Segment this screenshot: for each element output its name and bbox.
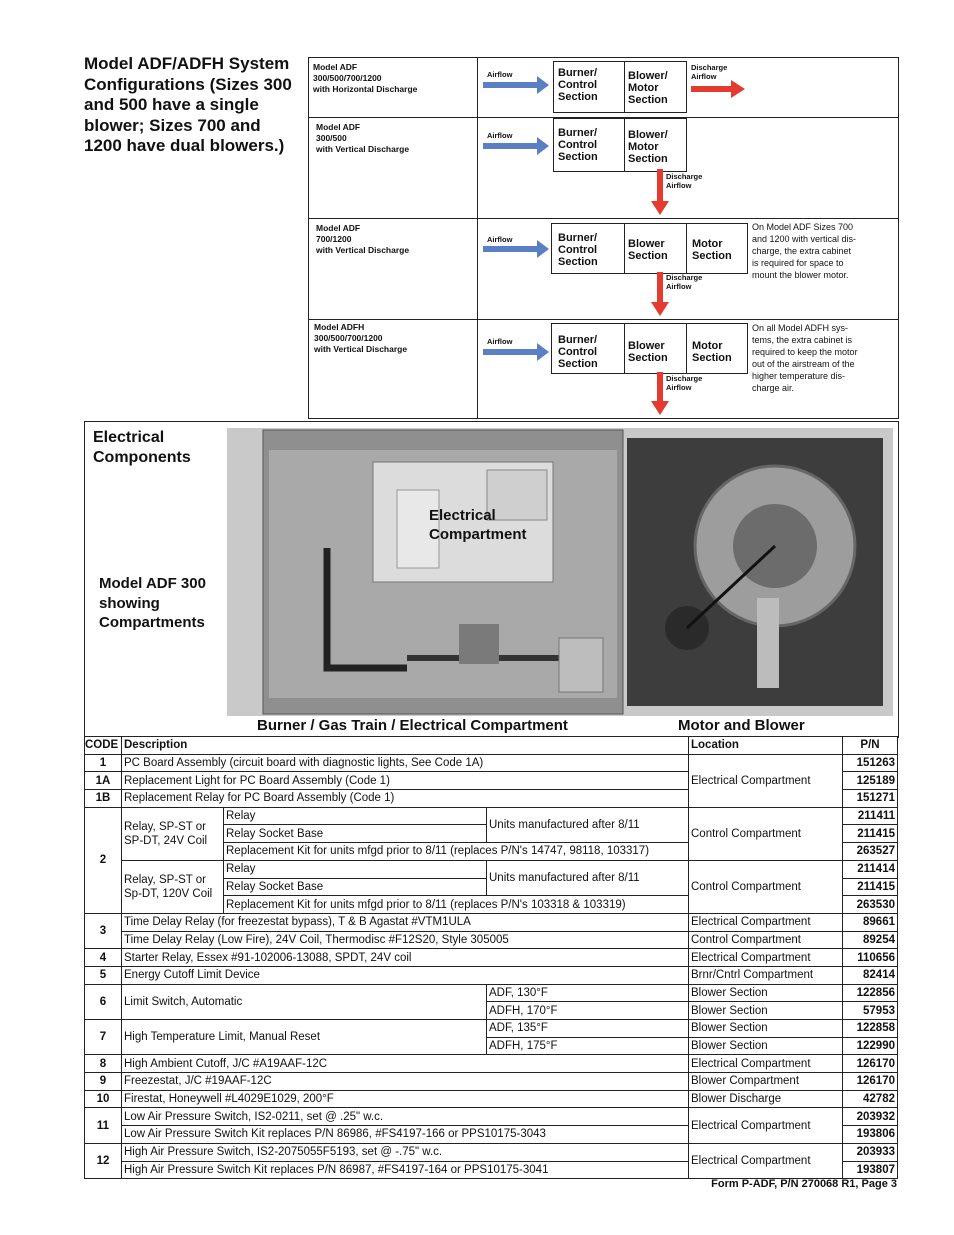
description-cell: High Air Pressure Switch, IS2-2075055F5193, set @ -.75" w.c. — [122, 1143, 689, 1161]
description-cell: High Air Pressure Switch Kit replaces P/N 86987, #FS4197-164 or PPS10175-3041 — [122, 1161, 689, 1179]
pn-cell: 57953 — [843, 1002, 898, 1020]
description-cell: Low Air Pressure Switch Kit replaces P/N 86986, #FS4197-166 or PPS10175-3043 — [122, 1126, 689, 1144]
config-row-vertical-300 — [309, 117, 898, 219]
unit-box — [551, 223, 748, 274]
config-label: Model ADF 300/500 with Vertical Discharge — [316, 122, 410, 154]
config-diagram — [308, 57, 899, 419]
pn-cell: 122858 — [843, 1020, 898, 1038]
discharge-arrow-icon — [691, 80, 747, 98]
caption-motor-blower: Motor and Blower — [678, 717, 805, 734]
relay-24v-label: Relay, SP-ST or SP-DT, 24V Coil — [122, 807, 224, 860]
description-cell: Freezestat, J/C #19AAF-12C — [122, 1073, 689, 1091]
description-cell: Firestat, Honeywell #L4029E1029, 200°F — [122, 1090, 689, 1108]
motor-section: Motor Section — [692, 340, 732, 364]
code-cell: 11 — [85, 1108, 122, 1143]
airflow-label: Airflow — [487, 235, 513, 244]
code-cell: 1B — [85, 790, 122, 808]
airflow-arrow-icon — [483, 240, 551, 258]
pn-cell: 82414 — [843, 966, 898, 984]
location-cell: Blower Section — [689, 984, 843, 1002]
page-footer: Form P-ADF, P/N 270068 R1, Page 3 — [711, 1178, 897, 1190]
description-cell: High Temperature Limit, Manual Reset — [122, 1020, 487, 1055]
header-code: CODE — [85, 737, 122, 755]
config-note: On all Model ADFH sys- tems, the extra cabinet is required to keep the motor out of the airstream of the higher temperature dis- charge air. — [752, 323, 858, 393]
caption-burner: Burner / Gas Train / Electrical Compartment — [257, 717, 568, 734]
pn-cell: 89254 — [843, 931, 898, 949]
variant-cell: ADF, 135°F — [487, 1020, 689, 1038]
location-cell: Electrical Compartment — [689, 1143, 843, 1178]
table-row — [85, 807, 898, 825]
airflow-label: Airflow — [487, 337, 513, 346]
table-row — [85, 1108, 898, 1126]
relay-cell: Relay — [224, 860, 487, 878]
code-cell: 4 — [85, 949, 122, 967]
pn-cell: 126170 — [843, 1073, 898, 1091]
code-cell: 9 — [85, 1073, 122, 1091]
config-row-vertical-700 — [309, 218, 898, 320]
description-cell: High Ambient Cutoff, J/C #A19AAF-12C — [122, 1055, 689, 1073]
table-row — [85, 1073, 898, 1091]
config-label: Model ADF 700/1200 with Vertical Discharge — [316, 223, 410, 255]
table-row — [85, 1055, 898, 1073]
variant-cell: ADFH, 170°F — [487, 1002, 689, 1020]
location-cell: Blower Discharge — [689, 1090, 843, 1108]
pn-cell: 122856 — [843, 984, 898, 1002]
description-cell: Low Air Pressure Switch, IS2-0211, set @ .25" w.c. — [122, 1108, 689, 1126]
pn-cell: 211415 — [843, 825, 898, 843]
table-row — [85, 966, 898, 984]
config-note: On Model ADF Sizes 700 and 1200 with vertical dis- charge, the extra cabinet is required for space to mount the blower motor. — [752, 222, 857, 280]
code-cell: 8 — [85, 1055, 122, 1073]
unit-box — [553, 118, 687, 172]
blower-section: Blower Section — [628, 238, 668, 262]
pn-cell: 151263 — [843, 754, 898, 772]
motor-section: Motor Section — [692, 238, 732, 262]
socket-cell: Relay Socket Base — [224, 878, 487, 896]
electrical-compartment-label: Electrical Compartment — [429, 507, 527, 543]
burner-control-section: Burner/ Control Section — [558, 67, 598, 103]
code-cell: 6 — [85, 984, 122, 1019]
unit-photo — [227, 428, 893, 716]
airflow-label: Airflow — [487, 131, 513, 140]
blower-motor-section: Blower/ Motor Section — [628, 70, 668, 106]
airflow-arrow-icon — [483, 343, 551, 361]
header-location: Location — [689, 737, 843, 755]
table-header-row — [85, 737, 898, 755]
code-cell: 7 — [85, 1020, 122, 1055]
relay-120v-label: Relay, SP-ST or Sp-DT, 120V Coil — [122, 860, 224, 913]
units-cell: Units manufactured after 8/11 — [487, 860, 689, 895]
description-cell: Starter Relay, Essex #91-102006-13088, SPDT, 24V coil — [122, 949, 689, 967]
relay-cell: Relay — [224, 807, 487, 825]
table-row — [85, 860, 898, 878]
config-row-horizontal — [309, 58, 898, 118]
table-row — [85, 913, 898, 931]
pn-cell: 263530 — [843, 896, 898, 914]
code-cell: 1A — [85, 772, 122, 790]
table-row — [85, 949, 898, 967]
unit-photo-drawing — [227, 428, 893, 716]
pn-cell: 126170 — [843, 1055, 898, 1073]
code-cell: 1 — [85, 754, 122, 772]
table-row — [85, 1143, 898, 1161]
location-cell: Electrical Compartment — [689, 754, 843, 807]
parts-table — [84, 736, 898, 1179]
pn-cell: 193806 — [843, 1126, 898, 1144]
electrical-heading: Electrical Components — [93, 429, 191, 466]
airflow-label: Airflow — [487, 70, 513, 79]
code-cell: 12 — [85, 1143, 122, 1178]
kit-cell: Replacement Kit for units mfgd prior to 8/11 (replaces P/N's 14747, 98118, 103317) — [224, 843, 689, 861]
pn-cell: 110656 — [843, 949, 898, 967]
location-cell: Electrical Compartment — [689, 1108, 843, 1143]
location-cell: Blower Section — [689, 1037, 843, 1055]
location-cell: Electrical Compartment — [689, 913, 843, 931]
pn-cell: 211411 — [843, 807, 898, 825]
pn-cell: 211415 — [843, 878, 898, 896]
description-cell: Time Delay Relay (for freezestat bypass), T & B Agastat #VTM1ULA — [122, 913, 689, 931]
code-cell: 5 — [85, 966, 122, 984]
description-cell: PC Board Assembly (circuit board with diagnostic lights, See Code 1A) — [122, 754, 689, 772]
airflow-arrow-icon — [483, 137, 551, 155]
config-label: Model ADF 300/500/700/1200 with Horizontal Discharge — [313, 62, 418, 94]
location-cell: Electrical Compartment — [689, 1055, 843, 1073]
description-cell: Energy Cutoff Limit Device — [122, 966, 689, 984]
description-cell: Replacement Light for PC Board Assembly (Code 1) — [122, 772, 689, 790]
pn-cell: 89661 — [843, 913, 898, 931]
config-label: Model ADFH 300/500/700/1200 with Vertical Discharge — [314, 322, 408, 354]
location-cell: Brnr/Cntrl Compartment — [689, 966, 843, 984]
location-cell: Blower Compartment — [689, 1073, 843, 1091]
pn-cell: 203932 — [843, 1108, 898, 1126]
code-cell: 2 — [85, 807, 122, 913]
location-cell: Control Compartment — [689, 931, 843, 949]
variant-cell: ADFH, 175°F — [487, 1037, 689, 1055]
model-caption: Model ADF 300 showing Compartments — [99, 575, 206, 631]
discharge-label: Discharge Airflow — [666, 273, 703, 291]
socket-cell: Relay Socket Base — [224, 825, 487, 843]
description-cell: Limit Switch, Automatic — [122, 984, 487, 1019]
discharge-label: Discharge Airflow — [666, 374, 703, 392]
table-row — [85, 931, 898, 949]
page-title: Model ADF/ADFH System Configurations (Sizes 300 and 500 have a single blower; Sizes 700 and 1200 have dual blowers.) — [84, 54, 292, 155]
pn-cell: 203933 — [843, 1143, 898, 1161]
pn-cell: 263527 — [843, 843, 898, 861]
description-cell: Replacement Relay for PC Board Assembly (Code 1) — [122, 790, 689, 808]
burner-control-section: Burner/ Control Section — [558, 232, 598, 268]
header-pn: P/N — [843, 737, 898, 755]
location-cell: Electrical Compartment — [689, 949, 843, 967]
burner-control-section: Burner/ Control Section — [558, 334, 598, 370]
table-row — [85, 754, 898, 772]
table-row — [85, 1020, 898, 1038]
discharge-label: Discharge Airflow — [666, 172, 703, 190]
unit-box — [551, 323, 748, 374]
burner-control-section: Burner/ Control Section — [558, 127, 598, 163]
kit-cell: Replacement Kit for units mfgd prior to 8/11 (replaces P/N's 103318 & 103319) — [224, 896, 689, 914]
code-cell: 3 — [85, 913, 122, 948]
variant-cell: ADF, 130°F — [487, 984, 689, 1002]
location-cell: Blower Section — [689, 1020, 843, 1038]
location-cell: Control Compartment — [689, 807, 843, 860]
electrical-components-panel — [84, 421, 899, 738]
pn-cell: 125189 — [843, 772, 898, 790]
units-cell: Units manufactured after 8/11 — [487, 807, 689, 842]
blower-motor-section: Blower/ Motor Section — [628, 129, 668, 165]
description-cell: Time Delay Relay (Low Fire), 24V Coil, Thermodisc #F12S20, Style 305005 — [122, 931, 689, 949]
table-row — [85, 984, 898, 1002]
pn-cell: 193807 — [843, 1161, 898, 1179]
blower-section: Blower Section — [628, 340, 668, 364]
pn-cell: 151271 — [843, 790, 898, 808]
pn-cell: 122990 — [843, 1037, 898, 1055]
pn-cell: 42782 — [843, 1090, 898, 1108]
pn-cell: 211414 — [843, 860, 898, 878]
table-row — [85, 1090, 898, 1108]
discharge-label: Discharge Airflow — [691, 63, 728, 81]
airflow-arrow-icon — [483, 76, 551, 94]
location-cell: Blower Section — [689, 1002, 843, 1020]
config-row-adfh — [309, 319, 898, 418]
code-cell: 10 — [85, 1090, 122, 1108]
location-cell: Control Compartment — [689, 860, 843, 913]
header-description: Description — [122, 737, 689, 755]
unit-box — [553, 61, 687, 113]
